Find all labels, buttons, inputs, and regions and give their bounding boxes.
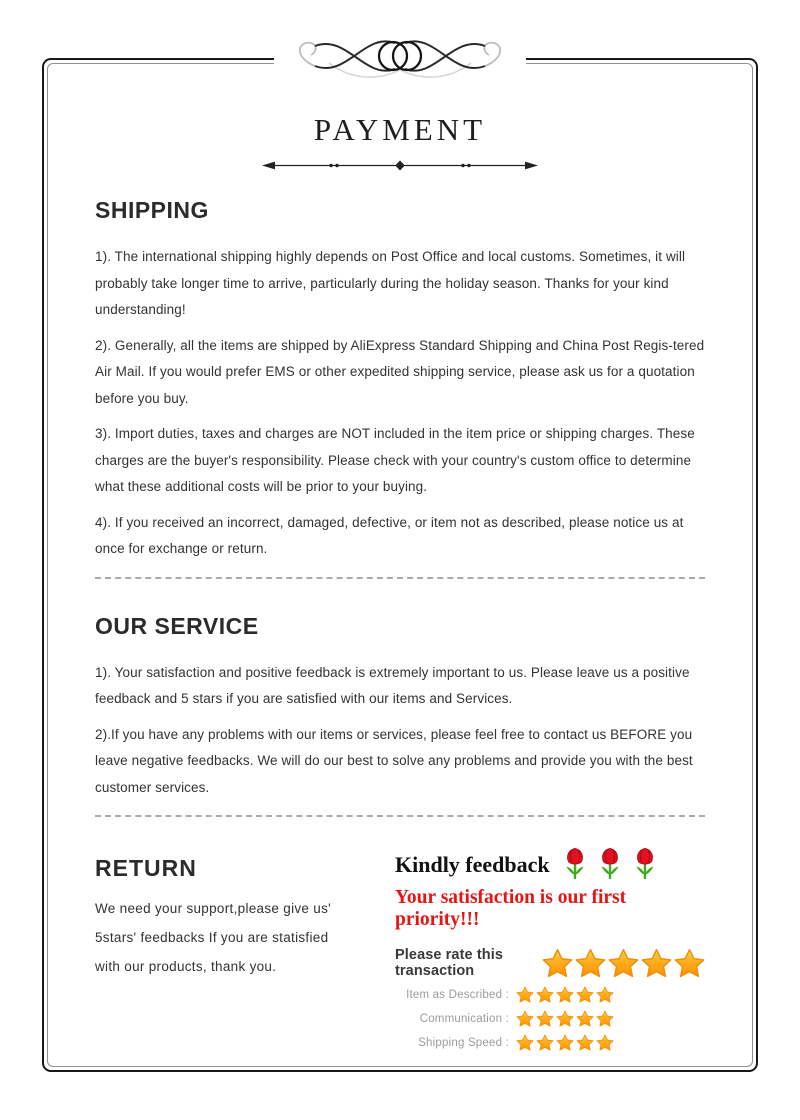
bottom-area <box>95 847 705 1051</box>
star-icon <box>576 986 594 1003</box>
shipping-paragraph-1: 1). The international shipping highly depends on Post Office and local customs. Sometimes, it will probably take longer time to arrive, particularly during the holiday season. Thanks for your kind understanding! <box>95 249 686 317</box>
dashed-divider <box>95 577 705 579</box>
service-paragraph-1: 1). Your satisfaction and positive feedback is extremely important to us. Please leave us a positive feedback and 5 stars if you are satisfied with our items and Services. <box>95 664 690 706</box>
rating-row-shipping-speed <box>395 1034 705 1051</box>
star-icon <box>576 1034 594 1051</box>
rose-icons <box>562 847 658 883</box>
star-icon <box>556 1034 574 1051</box>
overall-rating-row <box>395 947 705 979</box>
feedback-panel <box>351 847 705 1051</box>
star-rating[interactable] <box>516 986 614 1003</box>
shipping-heading: SHIPPING <box>95 197 209 223</box>
service-paragraph-2: 2).If you have any problems with our items or services, please feel free to contact us BEFORE you leave negative feedbacks. We will do our best to solve any problems and provide you with the best customer services. <box>95 726 693 795</box>
star-icon <box>596 1010 614 1027</box>
section-our-service <box>95 613 705 802</box>
shipping-paragraph-4: 4). If you received an incorrect, damaged, defective, or item not as described, please notice us at once for exchange or return. <box>95 514 684 556</box>
star-rating[interactable] <box>516 1034 614 1051</box>
page-title: PAYMENT <box>313 112 487 147</box>
rose-icon <box>632 847 658 883</box>
star-icon <box>641 948 672 978</box>
star-icon <box>536 1034 554 1051</box>
rose-icon <box>562 847 588 883</box>
rating-row-item-as-described <box>395 986 705 1003</box>
star-icon <box>556 986 574 1003</box>
star-icon <box>596 1034 614 1051</box>
star-icon <box>536 986 554 1003</box>
star-icon <box>556 1010 574 1027</box>
rose-icon <box>597 847 623 883</box>
star-icon <box>516 1034 534 1051</box>
star-icon <box>536 1010 554 1027</box>
star-icon <box>542 948 573 978</box>
dashed-divider <box>95 815 705 817</box>
kindly-feedback-row <box>395 847 705 883</box>
section-return <box>95 847 351 1051</box>
section-shipping <box>95 197 705 563</box>
shipping-paragraph-3: 3). Import duties, taxes and charges are NOT included in the item price or shipping charges. These charges are the buyer's responsibility. Please check with your country's custom office to determine what these additional costs will be prior to your buying. <box>95 426 695 494</box>
star-rating[interactable] <box>516 1010 614 1027</box>
rating-label: Communication : <box>419 1012 509 1025</box>
flourish-ornament <box>274 26 526 96</box>
star-icon <box>674 948 705 978</box>
star-icon <box>608 948 639 978</box>
return-heading: RETURN <box>95 855 197 881</box>
rating-label: Item as Described : <box>406 988 509 1001</box>
priority-slogan: Your satisfaction is our first priority!!! <box>395 887 627 930</box>
return-text: We need your support,please give us' 5stars' feedbacks If you are statisfied with our products, thank you. <box>95 901 332 974</box>
rating-grid <box>395 986 705 1051</box>
our-service-heading: OUR SERVICE <box>95 612 259 639</box>
star-icon <box>575 948 606 978</box>
overall-star-rating[interactable] <box>542 948 705 978</box>
rating-label: Shipping Speed : <box>418 1036 509 1049</box>
shipping-paragraph-2: 2). Generally, all the items are shipped by AliExpress Standard Shipping and China Post Regis-tered Air Mail. If you would prefer EMS or other expedited shipping service, please ask us for a quotation before you buy. <box>95 337 705 406</box>
star-icon <box>576 1010 594 1027</box>
rating-row-communication <box>395 1010 705 1027</box>
flourish-icon <box>275 28 525 94</box>
title-divider <box>260 158 540 173</box>
star-icon <box>596 986 614 1003</box>
rate-transaction-label: Please rate this transaction <box>395 947 503 979</box>
star-icon <box>516 986 534 1003</box>
star-icon <box>516 1010 534 1027</box>
kindly-feedback-heading: Kindly feedback <box>395 852 550 877</box>
